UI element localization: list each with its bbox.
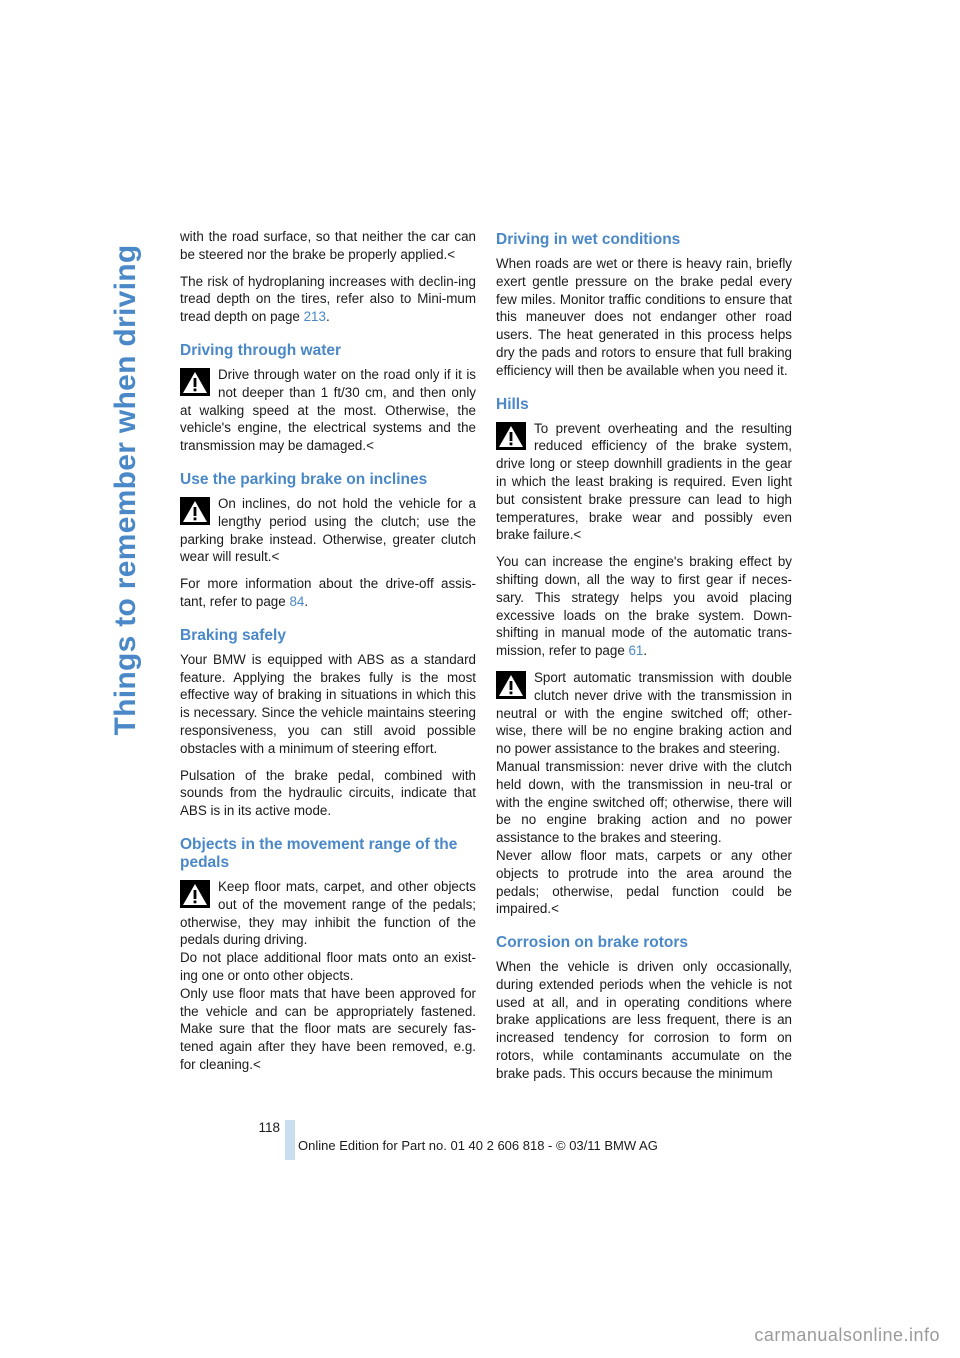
warning-triangle-icon	[180, 497, 210, 525]
left-column	[180, 228, 476, 1083]
warning-triangle-icon	[496, 671, 526, 699]
page-link-213[interactable]: 213	[303, 309, 326, 325]
heading-hills: Hills	[496, 395, 529, 413]
heading-braking-safely: Braking safely	[180, 626, 286, 644]
warning-parking-brake: On inclines, do not hold the vehicle for a lengthy period using the clutch; use the parking brake instead. Otherwise, greater clutch wear will result.<	[180, 495, 476, 565]
chapter-title-text: Things to remember when driving	[109, 244, 142, 736]
paragraph-abs-pulsation: Pulsation of the brake pedal, combined with sounds from the hydraulic circuits, indicate that ABS is in its active mode.	[180, 767, 476, 819]
end-marker: <	[573, 527, 582, 543]
paragraph-wet-conditions: When roads are wet or there is heavy rain, briefly exert gentle pressure on the brake pedal every few miles. Monitor traffic conditions to ensure that this maneuver does not endanger other road users. The heat generated in this process helps dry the pads and rotors to ensure that full braking efficiency will then be available when you need it.	[496, 256, 792, 378]
right-column	[496, 228, 792, 1092]
paragraph-abs: Your BMW is equipped with ABS as a standard feature. Applying the brakes fully is the most effective way of braking in situations in which this is necessary. Since the vehicle maintains steering responsiveness, you can still avoid possible obstacles with a minimum of steering effort.	[180, 651, 476, 756]
heading-parking-brake-inclines: Use the parking brake on inclines	[180, 470, 428, 488]
paragraph-engine-braking: You can increase the engine's braking effect by shifting down, all the way to first gear if neces-sary. This strategy helps you avoid placing excessive loads on the brake system. Down-shifting in manual mode of the automatic trans-mission, refer to page 61.	[496, 554, 792, 659]
footer-accent-bar	[285, 1120, 295, 1160]
heading-driving-through-water: Driving through water	[180, 341, 342, 359]
end-marker: <	[271, 549, 280, 565]
heading-wet-conditions: Driving in wet conditions	[496, 231, 681, 248]
paragraph-hydroplaning: The risk of hydroplaning increases with declin-ing tread depth on the tires, refer also to Mini-mum tread depth on page 213.	[180, 273, 476, 325]
page-link-61[interactable]: 61	[628, 643, 644, 659]
warning-triangle-icon	[496, 422, 526, 450]
heading-objects-pedals: Objects in the movement range of the pedals	[180, 835, 458, 871]
page-link-84[interactable]: 84	[289, 593, 305, 609]
warning-floor-mats: Keep floor mats, carpet, and other objects out of the movement range of the pedals; otherwise, they may inhibit the function of the pedals during driving. Do not place additional floor mats onto an exist-ing one or onto other objects. Only use floor mats that have been approved for the vehicle and can be appropriately fastened. Make sure that the floor mats are securely fas-tened again after they have been removed, e.g. for cleaning.<	[180, 878, 476, 1072]
end-marker: <	[252, 1056, 261, 1072]
warning-triangle-icon	[180, 880, 210, 908]
warning-driving-through-water: Drive through water on the road only if it is not deeper than 1 ft/30 cm, and then only at walking speed at the most. Otherwise, the vehicle's engine, the electrical systems and the transmission may be damaged.<	[180, 366, 476, 454]
warning-hills: To prevent overheating and the resulting reduced efficiency of the brake system, drive long or steep downhill gradients in the gear in which the least braking is required. Even light but consistent brake pressure can lead to high temperatures, brake wear and possibly even brake failure.<	[496, 420, 792, 543]
paragraph-corrosion: When the vehicle is driven only occasionally, during extended periods when the vehicle is not used at all, and in operating conditions where brake applications are less frequent, there is an increased tendency for corrosion to form on rotors, while contaminants accumulate on the brake pads. This occurs because the minimum	[496, 959, 792, 1081]
chapter-sidebar-title	[96, 230, 156, 750]
end-marker: <	[551, 901, 559, 917]
heading-corrosion-brake-rotors: Corrosion on brake rotors	[496, 934, 689, 952]
warning-transmission-neutral: Sport automatic transmission with double clutch never drive with the transmission in neutral or with the engine switched off; other-wise, there will be no engine braking action and no power assistance to the brakes and steering. Manual transmission: never drive with the clutch held down, with the transmission in neu-tral or with the engine switched off; otherwise, there will be no engine braking action and no power assistance to the brakes and steering. Never allow floor mats, carpets or any other objects to protrude into the area around the pedals; otherwise, pedal function could be impaired.<	[496, 669, 792, 917]
page-number: 118	[258, 1120, 280, 1135]
end-marker: <	[447, 246, 456, 262]
watermark-text: carmanualsonline.info	[754, 1325, 940, 1345]
warning-triangle-icon	[180, 368, 210, 396]
paragraph-intro: with the road surface, so that neither the car can be steered nor the brake be properly applied.<	[180, 229, 476, 262]
footer-edition-text: Online Edition for Part no. 01 40 2 606 818 - © 03/11 BMW AG	[298, 1138, 658, 1153]
paragraph-drive-off-assistant: For more information about the drive-off assis-tant, refer to page 84.	[180, 576, 476, 609]
end-marker: <	[366, 438, 374, 454]
